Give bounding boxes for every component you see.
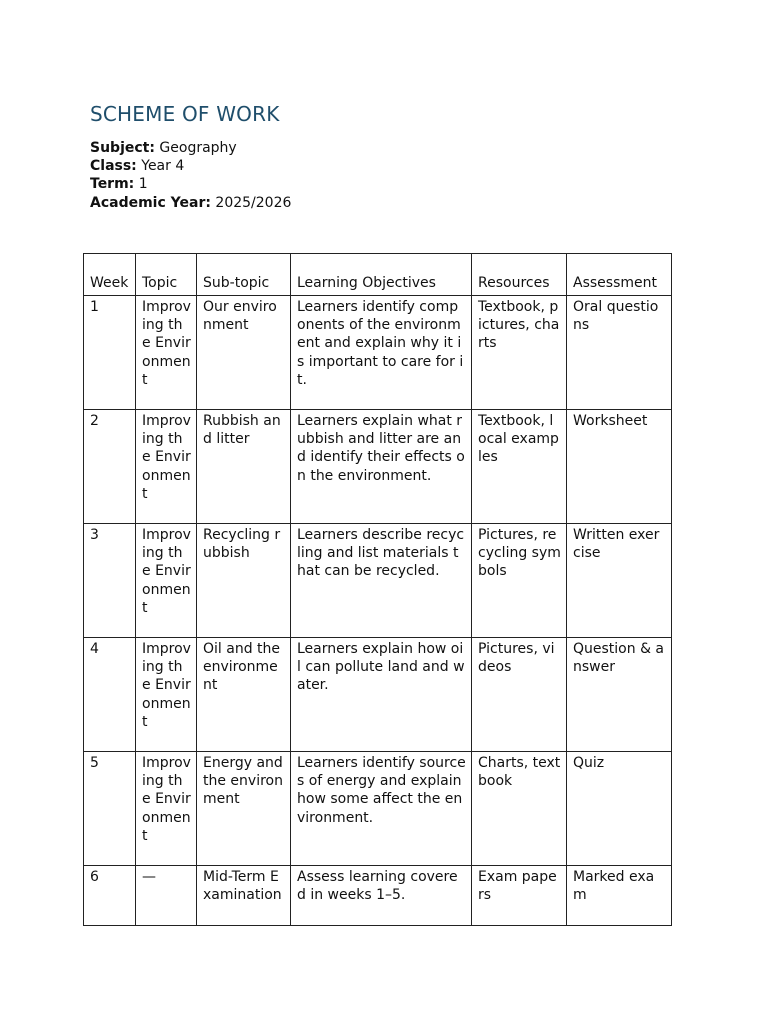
cell-assessment: Written exercise [567, 524, 672, 638]
meta-label: Academic Year: [90, 194, 211, 211]
cell-assessment: Worksheet [567, 410, 672, 524]
cell-subtopic: Our environment [197, 296, 291, 410]
cell-week: 1 [84, 296, 136, 410]
meta-label: Subject: [90, 140, 155, 156]
cell-resources: Pictures, recycling symbols [472, 524, 567, 638]
header-resources: Resources [472, 254, 567, 296]
cell-resources: Charts, textbook [472, 752, 567, 866]
header-week: Week [84, 254, 136, 296]
cell-subtopic: Recycling rubbish [197, 524, 291, 638]
cell-subtopic: Mid-Term Examination [197, 866, 291, 926]
cell-resources: Textbook, pictures, charts [472, 296, 567, 410]
cell-assessment: Marked exam [567, 866, 672, 926]
cell-topic: Improving the Environment [136, 524, 197, 638]
table-row [84, 524, 672, 638]
table-row [84, 866, 672, 926]
cell-topic: Improving the Environment [136, 410, 197, 524]
cell-week: 5 [84, 752, 136, 866]
cell-objectives: Learners describe recycling and list materials that can be recycled. [291, 524, 472, 638]
meta-value: Year 4 [141, 158, 185, 175]
meta-term [90, 175, 291, 193]
cell-subtopic: Rubbish and litter [197, 410, 291, 524]
cell-week: 4 [84, 638, 136, 752]
meta-label: Term: [90, 176, 135, 193]
cell-assessment: Oral questions [567, 296, 672, 410]
cell-objectives: Learners identify components of the environment and explain why it is important to care for it. [291, 296, 472, 410]
cell-topic: — [136, 866, 197, 926]
cell-objectives: Learners explain what rubbish and litter are and identify their effects on the environment. [291, 410, 472, 524]
cell-topic: Improving the Environment [136, 752, 197, 866]
cell-objectives: Learners identify sources of energy and explain how some affect the environment. [291, 752, 472, 866]
document-meta [90, 139, 291, 212]
header-assessment: Assessment [567, 254, 672, 296]
cell-objectives: Learners explain how oil can pollute land and water. [291, 638, 472, 752]
table-row [84, 752, 672, 866]
meta-academic-year [90, 194, 291, 212]
table-row [84, 410, 672, 524]
cell-topic: Improving the Environment [136, 638, 197, 752]
cell-assessment: Quiz [567, 752, 672, 866]
table-header-row [84, 254, 672, 296]
scheme-table [83, 253, 672, 926]
cell-week: 2 [84, 410, 136, 524]
meta-value: 1 [138, 176, 148, 193]
table-row [84, 296, 672, 410]
meta-value: Geography [159, 140, 237, 156]
cell-resources: Pictures, videos [472, 638, 567, 752]
cell-assessment: Question & answer [567, 638, 672, 752]
cell-objectives: Assess learning covered in weeks 1–5. [291, 866, 472, 926]
header-learning-objectives: Learning Objectives [291, 254, 472, 296]
meta-label: Class: [90, 158, 137, 175]
cell-subtopic: Energy and the environment [197, 752, 291, 866]
cell-resources: Textbook, local examples [472, 410, 567, 524]
cell-subtopic: Oil and the environment [197, 638, 291, 752]
meta-value: 2025/2026 [215, 194, 292, 211]
cell-topic: Improving the Environment [136, 296, 197, 410]
meta-class [90, 157, 291, 175]
header-topic: Topic [136, 254, 197, 296]
cell-week: 6 [84, 866, 136, 926]
meta-subject [90, 139, 291, 157]
document-title: SCHEME OF WORK [90, 102, 280, 126]
header-subtopic: Sub-topic [197, 254, 291, 296]
cell-resources: Exam papers [472, 866, 567, 926]
table-row [84, 638, 672, 752]
cell-week: 3 [84, 524, 136, 638]
